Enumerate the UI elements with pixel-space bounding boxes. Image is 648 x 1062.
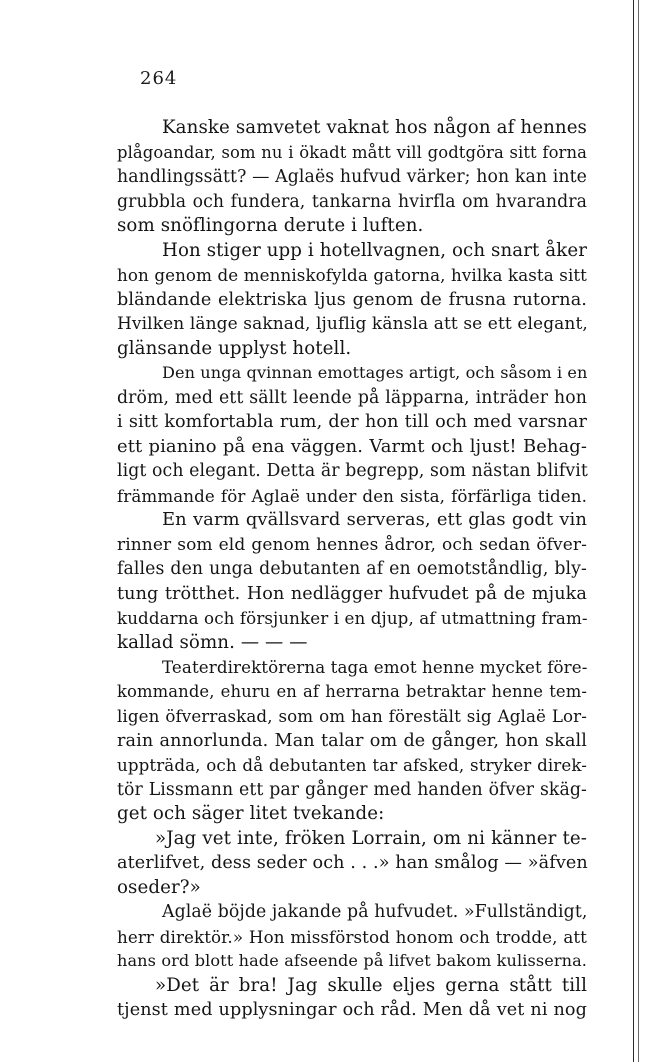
text-line: herr direktör.» Hon missförstod honom och trodde, att <box>117 926 587 947</box>
text-line: tjenst med upplysningar och råd. Men då vet ni nog <box>117 1000 587 1020</box>
text-line: kommande, ehuru en af herrarna betraktar henne tem- <box>117 681 587 701</box>
text-line: rinner som eld genom hennes ådror, och sedan öfver- <box>117 534 587 555</box>
text-line: oseder?» <box>117 876 201 898</box>
text-line: Den unga qvinnan emottages artigt, och såsom i en <box>162 363 588 382</box>
text-line: hans ord blott hade afseende på lifvet bakom kulisserna. <box>117 951 587 970</box>
text-line: Teaterdirektörerna taga emot henne mycket före- <box>162 657 588 677</box>
text-line: En varm qvällsvard serveras, ett glas godt vin <box>162 509 587 530</box>
text-line: ligen öfverraskad, som om han förestält sig Aglaë Lor- <box>117 706 587 726</box>
text-line: Hvilken länge saknad, ljuflig känsla att se ett elegant, <box>117 314 588 334</box>
text-line: »Jag vet inte, fröken Lorrain, om ni känner te- <box>155 827 587 849</box>
page-number: 264 <box>140 68 178 89</box>
text-line: dröm, med ett sällt leende på läpparna, inträder hon <box>117 387 587 408</box>
text-line: Hon stiger upp i hotellvagnen, och snart åker <box>162 239 588 261</box>
text-line: som snöflingorna derute i luften. <box>117 215 424 236</box>
text-line: Kanske samvetet vaknat hos någon af hennes <box>162 117 587 138</box>
text-line: ligt och elegant. Detta är begrepp, som nästan blifvit <box>117 461 588 481</box>
body-text <box>117 116 587 1023</box>
text-line: uppträda, och då debutanten tar afsked, stryker direk- <box>117 755 587 775</box>
text-line: ett pianino på ena väggen. Varmt och ljust! Behag- <box>117 435 587 457</box>
text-line: hon genom de menniskofylda gatorna, hvilka kasta sitt <box>117 265 587 285</box>
text-line: handlingssätt? — Aglaës hufvud värker; hon kan inte <box>117 167 587 187</box>
text-line: kallad sömn. — — — <box>117 631 308 653</box>
page-edge-line-outer <box>638 0 639 1062</box>
text-line: tör Lissmann ett par gånger med handen öfver skäg- <box>117 779 587 800</box>
text-line: kuddarna och försjunker i en djup, af utmattning fram- <box>117 608 588 628</box>
text-line: i sitt komfortabla rum, der hon till och med varsnar <box>117 412 587 432</box>
text-line: Aglaë böjde jakande på hufvudet. »Fullständigt, <box>162 902 588 922</box>
text-line: tung trötthet. Hon nedlägger hufvudet på de mjuka <box>117 583 587 604</box>
text-line: plågoandar, som nu i ökadt mått vill godtgöra sitt forna <box>117 142 587 162</box>
text-line: aterlifvet, dess seder och . . .» han smålog — »äfven <box>117 853 588 873</box>
text-line: grubbla och fundera, tankarna hvirfla om hvarandra <box>117 191 587 212</box>
text-line: rain annorlunda. Man talar om de gånger, hon skall <box>117 730 587 751</box>
page-edge-line <box>633 0 634 1062</box>
text-line: get och säger litet tvekande: <box>117 803 385 824</box>
text-line: glänsande upplyst hotell. <box>117 337 352 359</box>
text-line: »Det är bra! Jag skulle eljes gerna stått till <box>155 974 587 996</box>
text-line: främmande för Aglaë under den sista, förfärliga tiden. <box>117 485 587 506</box>
text-line: falles den unga debutanten af en oemotståndlig, bly- <box>117 559 587 579</box>
text-line: bländande elektriska ljus genom de frusna rutorna. <box>117 289 587 310</box>
